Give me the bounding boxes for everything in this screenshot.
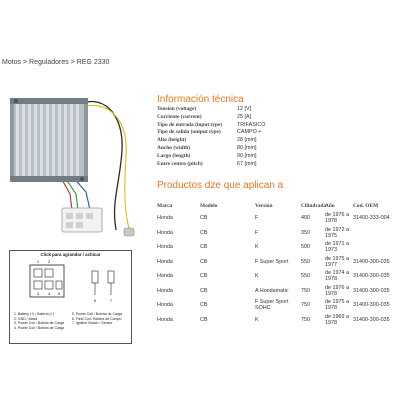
breadcrumb[interactable]: Motos > Reguladores > REG 2330 (2, 59, 110, 66)
cell-cilindrada: 350 (301, 229, 310, 236)
cell-modelo: CB (200, 302, 208, 309)
col-header-marca: Marca (157, 203, 173, 209)
cell-marca: Honda (157, 287, 173, 294)
cell-cilindrada: 550 (301, 273, 310, 280)
cell-modelo: CB (200, 244, 208, 251)
cell-cilindrada: 750 (301, 302, 310, 309)
cell-oem: 31400-333-004 (353, 215, 390, 222)
cell-oem (353, 240, 400, 255)
cell-modelo: CB (200, 316, 208, 323)
spec-value: TRIFASICO (237, 121, 266, 128)
table-row (157, 298, 400, 313)
spec-value: 12 [V] (237, 106, 252, 112)
spec-row (157, 145, 265, 153)
pin-label: 2 (48, 260, 50, 264)
applications-title: Productos dze que aplican a (157, 180, 284, 191)
table-row (157, 313, 400, 328)
cell-modelo: CB (200, 287, 208, 294)
cell-ano: de 1974 a 1978 (325, 270, 349, 283)
cell-version: F Super Sport (255, 258, 289, 265)
cell-version: K (255, 273, 259, 280)
pin-label: 4 (48, 292, 50, 296)
cell-marca: Honda (157, 316, 173, 323)
legend-item: 7. Ignition Switch / Sensor (72, 321, 113, 326)
cell-marca: Honda (157, 258, 173, 265)
spec-label: Entre centro (pitch) (157, 160, 203, 167)
diagram-zoom-label[interactable]: Click para agrandar / achicar (40, 252, 101, 257)
spec-row (157, 114, 265, 122)
cell-ano: de 1976 a 1978 (325, 284, 349, 297)
spec-label: Alto (height) (157, 137, 187, 144)
col-header-version: Versión (255, 203, 273, 209)
table-row (157, 226, 400, 241)
pin-label: 1 (37, 260, 39, 264)
cell-marca: Honda (157, 302, 173, 309)
cell-version: F (255, 215, 259, 222)
col-header-oem: Cod. OEM (353, 203, 379, 209)
spec-value: 67 [mm] (237, 160, 257, 167)
table-row (157, 284, 400, 299)
spec-row (157, 137, 265, 145)
legend-item: 3. Power Coil / Bobina de Carga (14, 321, 64, 326)
cell-oem: 31400-300-035 (353, 316, 390, 323)
spec-label: Tipo de entrada (input type) (157, 121, 223, 128)
spec-value: 90 [mm] (237, 152, 257, 159)
tech-info-title: Información técnica (157, 94, 244, 105)
spec-label: Largo (length) (157, 152, 191, 159)
cell-marca: Honda (157, 244, 173, 251)
pin-label: 7 (110, 299, 112, 303)
spec-label: Corriente (current) (157, 113, 202, 120)
cell-ano: de 1976 a 1978 (325, 212, 349, 225)
cell-cilindrada: 500 (301, 244, 310, 251)
cell-version: F Super Sport SOHC (255, 299, 289, 312)
table-row (157, 211, 400, 226)
table-row (157, 255, 400, 270)
spec-value: CAMPO + (237, 129, 262, 136)
spec-label: Ancho (width) (157, 144, 191, 151)
cell-ano: de 1975 a 1978 (325, 299, 349, 312)
cell-oem: 31400-300-035 (353, 258, 390, 265)
col-header-modelo: Modelo (200, 203, 218, 209)
table-row (157, 240, 400, 255)
legend-item: 5. Power Coil / Bobina de Carga (72, 312, 122, 316)
wiring-diagram[interactable] (9, 250, 132, 344)
legend-item: 2. GND / Masa (14, 316, 38, 321)
cell-cilindrada: 750 (301, 316, 310, 323)
cell-version: K (255, 244, 259, 251)
cell-modelo: CB (200, 229, 208, 236)
cell-cilindrada: 750 (301, 287, 310, 294)
cell-version: A Hondamatic (255, 287, 289, 294)
spec-value: 25 [A] (237, 113, 252, 120)
spec-value: 80 [mm] (237, 144, 257, 151)
cell-version: K (255, 316, 259, 323)
regulator-product-image (6, 72, 154, 240)
cell-ano: de 1971 a 1973 (325, 241, 349, 254)
cell-modelo: CB (200, 258, 208, 265)
col-header-cilindrada: Cilindrada (301, 203, 327, 209)
legend-item: 6. Field Coil / Bobina de Campo (72, 316, 122, 321)
pin-label: 6 (94, 299, 96, 303)
cell-modelo: CB (200, 273, 208, 280)
cell-version: F (255, 229, 259, 236)
pin-label: 5 (58, 292, 60, 296)
spec-row (157, 106, 265, 114)
spec-label: Tension (voltage) (157, 106, 197, 112)
cell-cilindrada: 400 (301, 215, 310, 222)
table-header-row (157, 203, 400, 211)
applications-table (157, 203, 400, 327)
cell-oem: 31400-300-035 (353, 273, 390, 280)
cell-ano: de 1972 a 1975 (325, 226, 349, 239)
spec-value: 28 [mm] (237, 137, 257, 144)
cell-ano: de 1975 a 1977 (325, 255, 349, 268)
pin-label: 3 (37, 292, 39, 296)
cell-ano: de 1969 a 1978 (325, 313, 349, 326)
cell-oem: 31400-300-035 (353, 287, 390, 294)
cell-modelo: CB (200, 215, 208, 222)
table-row (157, 269, 400, 284)
cell-marca: Honda (157, 215, 173, 222)
pin-legend (14, 312, 122, 330)
legend-item: 1. Battery (+) / Batería (+) (14, 312, 54, 316)
cell-cilindrada: 550 (301, 258, 310, 265)
spec-row (157, 153, 265, 161)
col-header-ano: Año (325, 203, 335, 209)
cell-oem: 31400-300-035 (353, 302, 390, 309)
spec-row (157, 161, 265, 169)
legend-item: 4. Power Coil / Bobina de Carga (14, 325, 64, 330)
cell-oem (353, 226, 400, 241)
tech-specs (157, 106, 265, 168)
spec-label: Tipo de salida (output type) (157, 129, 221, 136)
cell-marca: Honda (157, 273, 173, 280)
cell-marca: Honda (157, 229, 173, 236)
legend-row (14, 326, 122, 331)
